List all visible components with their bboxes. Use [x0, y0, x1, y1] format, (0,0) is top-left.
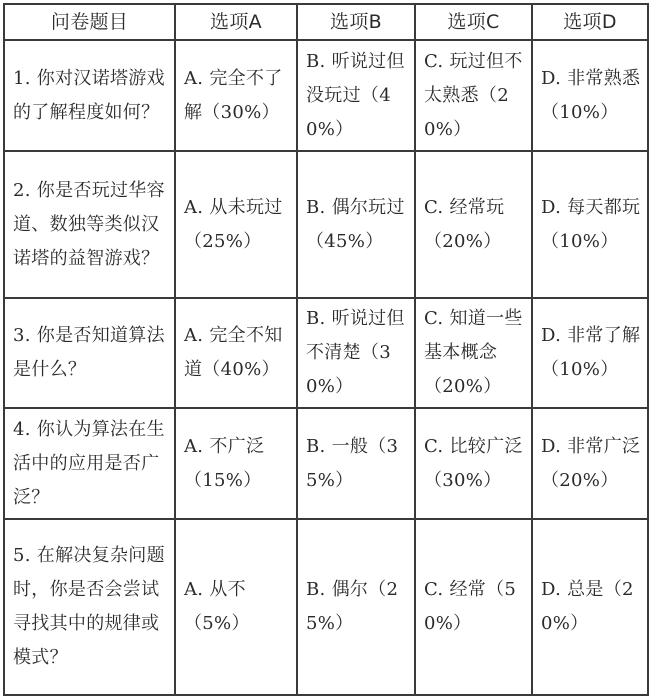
- header-row: [4, 4, 648, 40]
- header-option-a: 选项A: [175, 4, 297, 40]
- option-b-cell: B. 偶尔（25%）: [297, 519, 415, 695]
- table-row: [4, 408, 648, 519]
- option-b-cell: B. 听说过但不清楚（30%）: [297, 298, 415, 408]
- option-c-cell: C. 知道一些基本概念（20%）: [415, 298, 532, 408]
- question-cell: 4. 你认为算法在生活中的应用是否广泛？: [4, 408, 175, 519]
- option-b-cell: B. 一般（35%）: [297, 408, 415, 519]
- question-cell: 1. 你对汉诺塔游戏的了解程度如何？: [4, 40, 175, 151]
- option-a-cell: A. 完全不了解（30%）: [175, 40, 297, 151]
- option-b-cell: B. 偶尔玩过（45%）: [297, 151, 415, 298]
- survey-table: [3, 3, 649, 696]
- option-c-cell: C. 经常玩（20%）: [415, 151, 532, 298]
- option-c-cell: C. 比较广泛（30%）: [415, 408, 532, 519]
- question-cell: 2. 你是否玩过华容道、数独等类似汉诺塔的益智游戏？: [4, 151, 175, 298]
- header-option-c: 选项C: [415, 4, 532, 40]
- table-row: [4, 298, 648, 408]
- option-a-cell: A. 从未玩过（25%）: [175, 151, 297, 298]
- option-d-cell: D. 非常广泛（20%）: [532, 408, 648, 519]
- option-c-cell: C. 经常（50%）: [415, 519, 532, 695]
- option-a-cell: A. 完全不知道（40%）: [175, 298, 297, 408]
- option-d-cell: D. 每天都玩（10%）: [532, 151, 648, 298]
- header-question: 问卷题目: [4, 4, 175, 40]
- question-cell: 5. 在解决复杂问题时，你是否会尝试寻找其中的规律或模式？: [4, 519, 175, 695]
- header-option-d: 选项D: [532, 4, 648, 40]
- table-row: [4, 40, 648, 151]
- option-b-cell: B. 听说过但没玩过（40%）: [297, 40, 415, 151]
- option-a-cell: A. 从不（5%）: [175, 519, 297, 695]
- table-row: [4, 151, 648, 298]
- option-d-cell: D. 非常了解（10%）: [532, 298, 648, 408]
- option-d-cell: D. 非常熟悉（10%）: [532, 40, 648, 151]
- header-option-b: 选项B: [297, 4, 415, 40]
- option-d-cell: D. 总是（20%）: [532, 519, 648, 695]
- table-row: [4, 519, 648, 695]
- question-cell: 3. 你是否知道算法是什么？: [4, 298, 175, 408]
- option-a-cell: A. 不广泛（15%）: [175, 408, 297, 519]
- option-c-cell: C. 玩过但不太熟悉（20%）: [415, 40, 532, 151]
